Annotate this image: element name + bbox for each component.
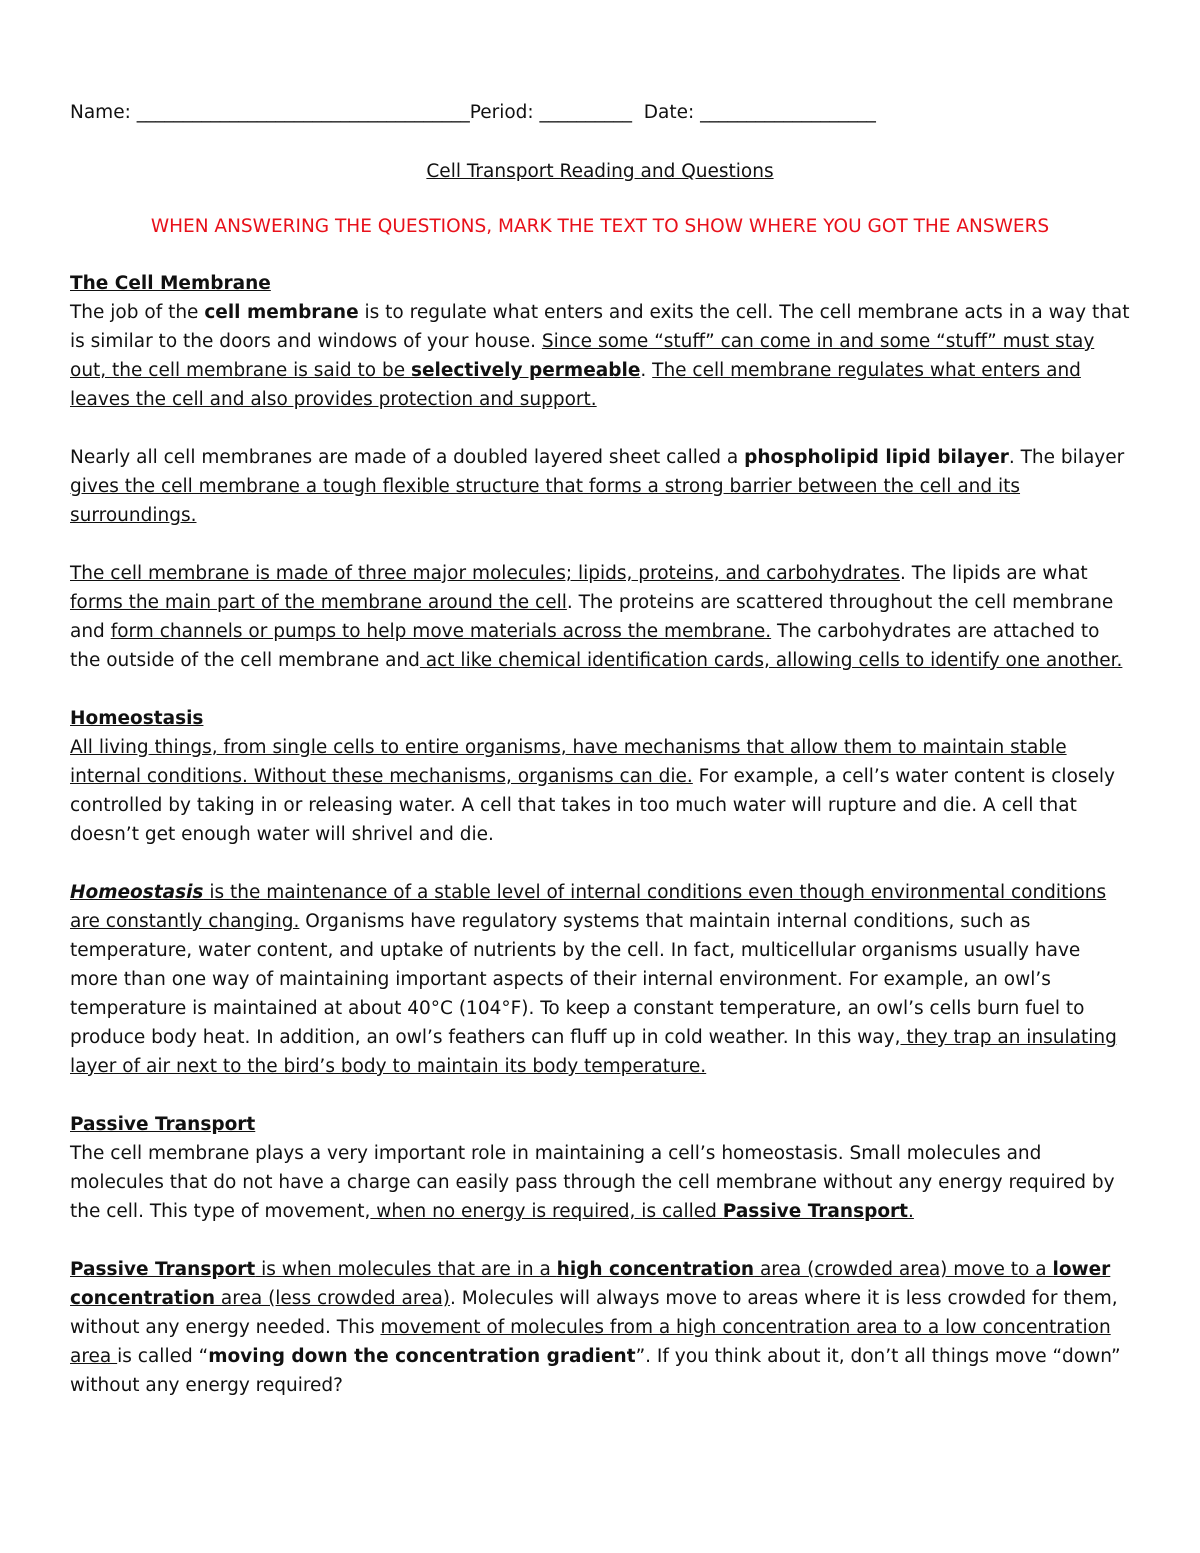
paragraph-cell-membrane-2 [70,443,1130,530]
text-run: is to regulate what enters and exits the cell. The cell membrane acts in a way that is similar to the doors and windows of your house. [70,302,1130,352]
term-phospholipid-bilayer: phospholipid lipid bilayer [744,447,1009,468]
text-run: The cell membrane plays a very important role in maintaining a cell’s homeostasis. Small molecules and molecules that do not have a charge can easily pass through the cell membrane without any energy required by the cell. This type of movement, [70,1143,1115,1222]
underlined-text: area (less crowded area) [215,1288,451,1309]
name-label: Name: [70,102,137,123]
term-concentration-gradient: moving down the concentration gradient [208,1346,636,1367]
underlined-text: act like chemical identification cards, allowing cells to identify one another. [419,650,1123,671]
text-run: ”. If you think about it, don’t all things move “down” without any energy required? [70,1346,1121,1396]
text-run: For example, a cell’s water content is closely controlled by taking in or releasing water. A cell that takes in too much water will rupture and die. A cell that doesn’t get enough water will shrivel and die. [70,766,1115,845]
text-run: . The proteins are scattered throughout the cell membrane and [70,592,1114,642]
text-run: Nearly all cell membranes are made of a doubled layered sheet called a [70,447,745,468]
paragraph-cell-membrane-1 [70,298,1130,414]
underlined-text: The cell membrane regulates what enters and leaves the cell and also provides protection and support. [70,360,1081,410]
text-run: The job of the [70,302,205,323]
section-heading-cell-membrane: The Cell Membrane [70,273,271,294]
name-blank[interactable]: ____________________________________ [136,102,470,123]
text-run: is called “ [117,1346,209,1367]
paragraph-cell-membrane-3 [70,559,1130,675]
term-homeostasis: Homeostasis [70,882,204,903]
term-high-concentration: high concentration [556,1259,755,1280]
underlined-text: All living things, from single cells to entire organisms, have mechanisms that allow them to maintain stable internal conditions. Without these mechanisms, organisms can die. [70,737,1067,787]
underlined-text: is when molecules that are in a [255,1259,557,1280]
date-blank[interactable]: ___________________ [700,102,876,123]
underlined-text: forms the main part of the membrane around the cell [70,592,567,613]
underlined-text: when no energy is required, is called [370,1201,723,1222]
underlined-text: is the maintenance of a stable level of internal conditions even though environmental conditions are constantly changing. [70,882,1107,932]
term-passive-transport: Passive Transport [722,1201,909,1222]
page-title: Cell Transport Reading and Questions [426,161,774,182]
period-blank[interactable]: __________ [539,102,633,123]
term-lower-concentration: lower concentration [70,1259,1111,1309]
underlined-text: they trap an insulating layer of air next to the bird’s body to maintain its body temperature. [70,1027,1117,1077]
underlined-text: form channels or pumps to help move materials across the membrane. [110,621,772,642]
paragraph-passive-transport-1 [70,1139,1130,1226]
text-run: The carbohydrates are attached to the outside of the cell membrane and [70,621,1100,671]
term-passive-transport: Passive Transport [70,1259,256,1280]
underlined-text: movement of molecules from a high concentration area to a low concentration area [70,1317,1111,1367]
underlined-text: . [908,1201,914,1222]
date-label: Date: [632,102,701,123]
text-run: Organisms have regulatory systems that maintain internal conditions, such as temperature, water content, and uptake of nutrients by the cell. In fact, multicellular organisms usually have more than one way of maintaining important aspects of their internal environment. For example, an owl’s temperature is maintained at about 40°C (104°F). To keep a constant temperature, an owl’s cells burn fuel to produce body heat. In addition, an owl’s feathers can fluff up in cold weather. In this way, [70,911,1085,1048]
section-heading-passive-transport: Passive Transport [70,1114,256,1135]
underlined-text: The cell membrane is made of three major molecules; lipids, proteins, and carbohydrates [70,563,900,584]
term-selectively-permeable: selectively permeable [410,360,641,381]
text-run: . [640,360,653,381]
paragraph-passive-transport-2 [70,1255,1130,1400]
student-info-line [70,98,1130,127]
section-heading-homeostasis: Homeostasis [70,708,204,729]
term-cell-membrane: cell membrane [204,302,359,323]
underlined-text: Since some “stuff” can come in and some “stuff” must stay out, the cell membrane is said to be [70,331,1095,381]
underlined-text: gives the cell membrane a tough flexible structure that forms a strong barrier between the cell and its surroundings. [70,476,1021,526]
text-run: . Molecules will always move to areas where it is less crowded for them, without any energy needed. This [70,1288,1118,1338]
paragraph-homeostasis-2 [70,878,1130,1081]
instructions: WHEN ANSWERING THE QUESTIONS, MARK THE TEXT TO SHOW WHERE YOU GOT THE ANSWERS [150,216,1050,237]
text-run: . The bilayer [1008,447,1125,468]
text-run: . The lipids are what [899,563,1088,584]
paragraph-homeostasis-1 [70,733,1130,849]
period-label: Period: [469,102,540,123]
underlined-text: area (crowded area) move to a [754,1259,1053,1280]
